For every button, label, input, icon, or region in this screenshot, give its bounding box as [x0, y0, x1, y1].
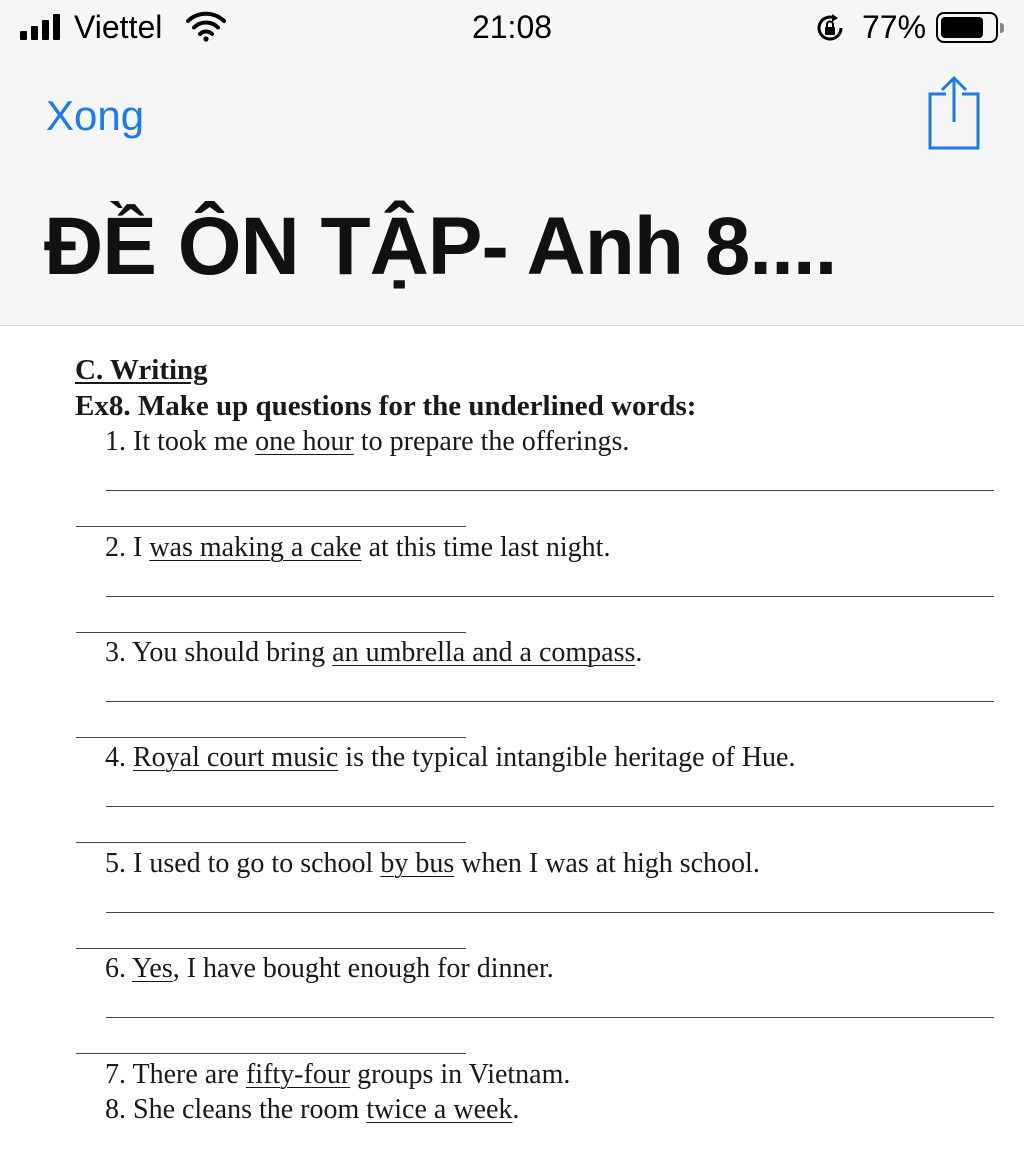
share-icon[interactable] [926, 76, 982, 152]
question-item: 1. It took me one hour to prepare the offerings. [105, 426, 630, 457]
answer-line [76, 842, 466, 843]
answer-line [76, 737, 466, 738]
answer-line [76, 526, 466, 527]
answer-line [106, 701, 994, 702]
document-title: ĐỀ ÔN TẬP- Anh 8.... [44, 201, 837, 292]
answer-line [106, 490, 994, 491]
underlined-words: by bus [380, 848, 455, 879]
question-item: 8. She cleans the room twice a week. [105, 1094, 520, 1125]
question-item: 3. You should bring an umbrella and a compass. [105, 637, 643, 668]
rotation-lock-icon [814, 12, 846, 44]
underlined-words: one hour [255, 426, 354, 457]
section-heading: C. Writing [75, 354, 208, 386]
question-item: 6. Yes, I have bought enough for dinner. [105, 953, 554, 984]
battery-fill [941, 17, 983, 38]
underlined-words: was making a cake [149, 532, 362, 563]
answer-line [106, 806, 994, 807]
status-bar [0, 0, 1024, 56]
done-button[interactable]: Xong [46, 92, 145, 139]
battery-percent: 77% [862, 9, 927, 45]
document-content [0, 326, 1024, 1154]
underlined-words: Yes [131, 953, 173, 984]
carrier-name: Viettel [74, 9, 163, 45]
underlined-words: twice a week [366, 1094, 513, 1125]
app-header [0, 0, 1024, 326]
answer-line [106, 596, 994, 597]
battery-icon [936, 12, 998, 43]
answer-line [106, 1017, 994, 1018]
answer-line [76, 948, 466, 949]
question-item: 4. Royal court music is the typical intangible heritage of Hue. [105, 742, 796, 773]
status-time: 21:08 [471, 9, 553, 45]
underlined-words: fifty-four [245, 1059, 351, 1090]
underlined-words: an umbrella and a compass [332, 637, 636, 668]
answer-line [76, 632, 466, 633]
question-item: 2. I was making a cake at this time last night. [105, 532, 611, 563]
question-item: 5. I used to go to school by bus when I was at high school. [105, 848, 760, 879]
underlined-words: Royal court music [133, 742, 339, 773]
exercise-instruction: Ex8. Make up questions for the underlined words: [75, 390, 697, 422]
answer-line [106, 912, 994, 913]
question-item: 7. There are fifty-four groups in Vietnam. [105, 1059, 571, 1090]
answer-line [76, 1053, 466, 1054]
